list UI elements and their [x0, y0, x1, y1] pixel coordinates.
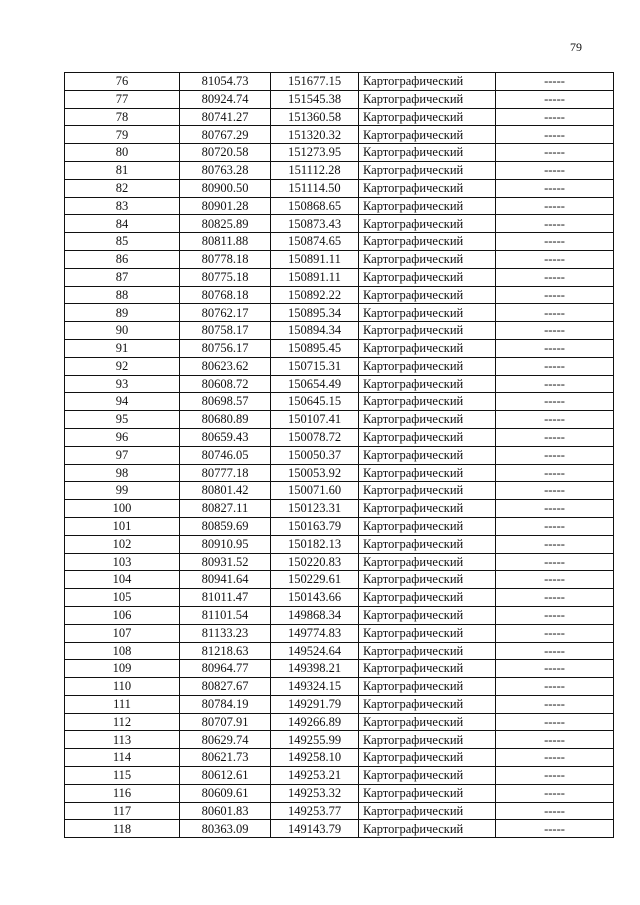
- point-number-cell: 112: [65, 713, 180, 731]
- point-number-cell: 111: [65, 695, 180, 713]
- table-row: [65, 820, 614, 838]
- method-cell: Картографический: [359, 250, 496, 268]
- point-number-cell: 93: [65, 375, 180, 393]
- error-cell: -----: [496, 179, 614, 197]
- x-coordinate-cell: 80758.17: [180, 322, 271, 340]
- y-coordinate-cell: 149524.64: [271, 642, 359, 660]
- x-coordinate-cell: 80910.95: [180, 535, 271, 553]
- method-cell: Картографический: [359, 197, 496, 215]
- method-cell: Картографический: [359, 820, 496, 838]
- method-cell: Картографический: [359, 90, 496, 108]
- x-coordinate-cell: 80601.83: [180, 802, 271, 820]
- error-cell: -----: [496, 446, 614, 464]
- method-cell: Картографический: [359, 589, 496, 607]
- method-cell: Картографический: [359, 126, 496, 144]
- table-row: [65, 802, 614, 820]
- table-row: [65, 126, 614, 144]
- y-coordinate-cell: 150050.37: [271, 446, 359, 464]
- table-row: [65, 624, 614, 642]
- method-cell: Картографический: [359, 731, 496, 749]
- error-cell: -----: [496, 144, 614, 162]
- point-number-cell: 80: [65, 144, 180, 162]
- table-row: [65, 73, 614, 91]
- point-number-cell: 113: [65, 731, 180, 749]
- y-coordinate-cell: 150220.83: [271, 553, 359, 571]
- table-row: [65, 713, 614, 731]
- y-coordinate-cell: 151677.15: [271, 73, 359, 91]
- method-cell: Картографический: [359, 233, 496, 251]
- x-coordinate-cell: 80621.73: [180, 749, 271, 767]
- x-coordinate-cell: 80756.17: [180, 339, 271, 357]
- method-cell: Картографический: [359, 304, 496, 322]
- y-coordinate-cell: 150182.13: [271, 535, 359, 553]
- method-cell: Картографический: [359, 678, 496, 696]
- table-row: [65, 678, 614, 696]
- method-cell: Картографический: [359, 517, 496, 535]
- point-number-cell: 92: [65, 357, 180, 375]
- table-row: [65, 339, 614, 357]
- x-coordinate-cell: 80859.69: [180, 517, 271, 535]
- x-coordinate-cell: 80827.67: [180, 678, 271, 696]
- error-cell: -----: [496, 802, 614, 820]
- y-coordinate-cell: 149266.89: [271, 713, 359, 731]
- table-row: [65, 428, 614, 446]
- method-cell: Картографический: [359, 339, 496, 357]
- method-cell: Картографический: [359, 802, 496, 820]
- x-coordinate-cell: 80763.28: [180, 161, 271, 179]
- y-coordinate-cell: 150891.11: [271, 268, 359, 286]
- method-cell: Картографический: [359, 108, 496, 126]
- table-row: [65, 233, 614, 251]
- point-number-cell: 101: [65, 517, 180, 535]
- x-coordinate-cell: 80778.18: [180, 250, 271, 268]
- error-cell: -----: [496, 197, 614, 215]
- method-cell: Картографический: [359, 322, 496, 340]
- error-cell: -----: [496, 393, 614, 411]
- y-coordinate-cell: 150873.43: [271, 215, 359, 233]
- x-coordinate-cell: 80629.74: [180, 731, 271, 749]
- table-row: [65, 571, 614, 589]
- error-cell: -----: [496, 250, 614, 268]
- y-coordinate-cell: 151112.28: [271, 161, 359, 179]
- point-number-cell: 91: [65, 339, 180, 357]
- table-row: [65, 500, 614, 518]
- point-number-cell: 117: [65, 802, 180, 820]
- point-number-cell: 86: [65, 250, 180, 268]
- x-coordinate-cell: 80659.43: [180, 428, 271, 446]
- page-number: 79: [570, 40, 582, 54]
- method-cell: Картографический: [359, 464, 496, 482]
- error-cell: -----: [496, 90, 614, 108]
- y-coordinate-cell: 150053.92: [271, 464, 359, 482]
- x-coordinate-cell: 80608.72: [180, 375, 271, 393]
- point-number-cell: 106: [65, 606, 180, 624]
- point-number-cell: 107: [65, 624, 180, 642]
- table-row: [65, 642, 614, 660]
- y-coordinate-cell: 149255.99: [271, 731, 359, 749]
- method-cell: Картографический: [359, 784, 496, 802]
- table-row: [65, 268, 614, 286]
- y-coordinate-cell: 151320.32: [271, 126, 359, 144]
- method-cell: Картографический: [359, 571, 496, 589]
- method-cell: Картографический: [359, 660, 496, 678]
- table-row: [65, 286, 614, 304]
- x-coordinate-cell: 81101.54: [180, 606, 271, 624]
- error-cell: -----: [496, 767, 614, 785]
- error-cell: -----: [496, 161, 614, 179]
- x-coordinate-cell: 80741.27: [180, 108, 271, 126]
- method-cell: Картографический: [359, 393, 496, 411]
- table-row: [65, 660, 614, 678]
- point-number-cell: 82: [65, 179, 180, 197]
- method-cell: Картографический: [359, 553, 496, 571]
- error-cell: -----: [496, 517, 614, 535]
- table-row: [65, 749, 614, 767]
- method-cell: Картографический: [359, 767, 496, 785]
- error-cell: -----: [496, 482, 614, 500]
- method-cell: Картографический: [359, 606, 496, 624]
- y-coordinate-cell: 150123.31: [271, 500, 359, 518]
- point-number-cell: 96: [65, 428, 180, 446]
- point-number-cell: 103: [65, 553, 180, 571]
- x-coordinate-cell: 80680.89: [180, 411, 271, 429]
- x-coordinate-cell: 81218.63: [180, 642, 271, 660]
- method-cell: Картографический: [359, 268, 496, 286]
- x-coordinate-cell: 80941.64: [180, 571, 271, 589]
- error-cell: -----: [496, 820, 614, 838]
- table-row: [65, 304, 614, 322]
- y-coordinate-cell: 151360.58: [271, 108, 359, 126]
- method-cell: Картографический: [359, 73, 496, 91]
- error-cell: -----: [496, 464, 614, 482]
- x-coordinate-cell: 80900.50: [180, 179, 271, 197]
- y-coordinate-cell: 149398.21: [271, 660, 359, 678]
- x-coordinate-cell: 80901.28: [180, 197, 271, 215]
- method-cell: Картографический: [359, 695, 496, 713]
- error-cell: -----: [496, 713, 614, 731]
- table-row: [65, 375, 614, 393]
- method-cell: Картографический: [359, 161, 496, 179]
- y-coordinate-cell: 150895.34: [271, 304, 359, 322]
- x-coordinate-cell: 80784.19: [180, 695, 271, 713]
- point-number-cell: 108: [65, 642, 180, 660]
- error-cell: -----: [496, 322, 614, 340]
- y-coordinate-cell: 149774.83: [271, 624, 359, 642]
- table-row: [65, 179, 614, 197]
- point-number-cell: 115: [65, 767, 180, 785]
- y-coordinate-cell: 150654.49: [271, 375, 359, 393]
- y-coordinate-cell: 149253.21: [271, 767, 359, 785]
- error-cell: -----: [496, 375, 614, 393]
- error-cell: -----: [496, 304, 614, 322]
- table-body: [65, 73, 614, 838]
- point-number-cell: 110: [65, 678, 180, 696]
- error-cell: -----: [496, 535, 614, 553]
- x-coordinate-cell: 80707.91: [180, 713, 271, 731]
- point-number-cell: 95: [65, 411, 180, 429]
- table-row: [65, 393, 614, 411]
- x-coordinate-cell: 80698.57: [180, 393, 271, 411]
- x-coordinate-cell: 80825.89: [180, 215, 271, 233]
- point-number-cell: 116: [65, 784, 180, 802]
- table-row: [65, 606, 614, 624]
- method-cell: Картографический: [359, 535, 496, 553]
- table-row: [65, 589, 614, 607]
- x-coordinate-cell: 80775.18: [180, 268, 271, 286]
- y-coordinate-cell: 150892.22: [271, 286, 359, 304]
- error-cell: -----: [496, 339, 614, 357]
- table-row: [65, 731, 614, 749]
- point-number-cell: 114: [65, 749, 180, 767]
- error-cell: -----: [496, 678, 614, 696]
- error-cell: -----: [496, 749, 614, 767]
- error-cell: -----: [496, 233, 614, 251]
- table-row: [65, 322, 614, 340]
- y-coordinate-cell: 150895.45: [271, 339, 359, 357]
- point-number-cell: 94: [65, 393, 180, 411]
- table-row: [65, 767, 614, 785]
- x-coordinate-cell: 81054.73: [180, 73, 271, 91]
- point-number-cell: 77: [65, 90, 180, 108]
- x-coordinate-cell: 80768.18: [180, 286, 271, 304]
- point-number-cell: 88: [65, 286, 180, 304]
- table-row: [65, 464, 614, 482]
- point-number-cell: 84: [65, 215, 180, 233]
- error-cell: -----: [496, 108, 614, 126]
- table-row: [65, 357, 614, 375]
- x-coordinate-cell: 80720.58: [180, 144, 271, 162]
- point-number-cell: 90: [65, 322, 180, 340]
- y-coordinate-cell: 150229.61: [271, 571, 359, 589]
- y-coordinate-cell: 149258.10: [271, 749, 359, 767]
- method-cell: Картографический: [359, 500, 496, 518]
- point-number-cell: 76: [65, 73, 180, 91]
- x-coordinate-cell: 80964.77: [180, 660, 271, 678]
- method-cell: Картографический: [359, 428, 496, 446]
- point-number-cell: 105: [65, 589, 180, 607]
- table-row: [65, 161, 614, 179]
- point-number-cell: 99: [65, 482, 180, 500]
- error-cell: -----: [496, 784, 614, 802]
- coordinates-table: [64, 72, 614, 838]
- table-row: [65, 695, 614, 713]
- table-row: [65, 197, 614, 215]
- point-number-cell: 85: [65, 233, 180, 251]
- y-coordinate-cell: 150163.79: [271, 517, 359, 535]
- x-coordinate-cell: 80623.62: [180, 357, 271, 375]
- table-row: [65, 517, 614, 535]
- error-cell: -----: [496, 411, 614, 429]
- error-cell: -----: [496, 268, 614, 286]
- x-coordinate-cell: 81133.23: [180, 624, 271, 642]
- table-row: [65, 482, 614, 500]
- point-number-cell: 78: [65, 108, 180, 126]
- method-cell: Картографический: [359, 446, 496, 464]
- y-coordinate-cell: 150107.41: [271, 411, 359, 429]
- table-row: [65, 553, 614, 571]
- y-coordinate-cell: 151273.95: [271, 144, 359, 162]
- table-row: [65, 90, 614, 108]
- x-coordinate-cell: 80767.29: [180, 126, 271, 144]
- y-coordinate-cell: 149324.15: [271, 678, 359, 696]
- y-coordinate-cell: 149253.77: [271, 802, 359, 820]
- method-cell: Картографический: [359, 642, 496, 660]
- x-coordinate-cell: 80924.74: [180, 90, 271, 108]
- point-number-cell: 98: [65, 464, 180, 482]
- y-coordinate-cell: 150078.72: [271, 428, 359, 446]
- method-cell: Картографический: [359, 286, 496, 304]
- x-coordinate-cell: 80811.88: [180, 233, 271, 251]
- error-cell: -----: [496, 500, 614, 518]
- point-number-cell: 100: [65, 500, 180, 518]
- method-cell: Картографический: [359, 357, 496, 375]
- y-coordinate-cell: 150891.11: [271, 250, 359, 268]
- error-cell: -----: [496, 606, 614, 624]
- y-coordinate-cell: 150143.66: [271, 589, 359, 607]
- table-row: [65, 784, 614, 802]
- method-cell: Картографический: [359, 411, 496, 429]
- point-number-cell: 79: [65, 126, 180, 144]
- method-cell: Картографический: [359, 482, 496, 500]
- y-coordinate-cell: 151545.38: [271, 90, 359, 108]
- x-coordinate-cell: 80777.18: [180, 464, 271, 482]
- method-cell: Картографический: [359, 215, 496, 233]
- y-coordinate-cell: 150874.65: [271, 233, 359, 251]
- table-row: [65, 535, 614, 553]
- x-coordinate-cell: 80363.09: [180, 820, 271, 838]
- error-cell: -----: [496, 571, 614, 589]
- error-cell: -----: [496, 126, 614, 144]
- error-cell: -----: [496, 660, 614, 678]
- y-coordinate-cell: 150894.34: [271, 322, 359, 340]
- error-cell: -----: [496, 553, 614, 571]
- error-cell: -----: [496, 642, 614, 660]
- method-cell: Картографический: [359, 713, 496, 731]
- y-coordinate-cell: 149253.32: [271, 784, 359, 802]
- x-coordinate-cell: 81011.47: [180, 589, 271, 607]
- y-coordinate-cell: 150645.15: [271, 393, 359, 411]
- x-coordinate-cell: 80827.11: [180, 500, 271, 518]
- error-cell: -----: [496, 215, 614, 233]
- x-coordinate-cell: 80746.05: [180, 446, 271, 464]
- point-number-cell: 89: [65, 304, 180, 322]
- error-cell: -----: [496, 695, 614, 713]
- error-cell: -----: [496, 731, 614, 749]
- error-cell: -----: [496, 73, 614, 91]
- y-coordinate-cell: 149291.79: [271, 695, 359, 713]
- point-number-cell: 118: [65, 820, 180, 838]
- table-row: [65, 108, 614, 126]
- y-coordinate-cell: 151114.50: [271, 179, 359, 197]
- table-row: [65, 446, 614, 464]
- y-coordinate-cell: 149868.34: [271, 606, 359, 624]
- point-number-cell: 81: [65, 161, 180, 179]
- y-coordinate-cell: 150715.31: [271, 357, 359, 375]
- error-cell: -----: [496, 589, 614, 607]
- x-coordinate-cell: 80762.17: [180, 304, 271, 322]
- y-coordinate-cell: 150071.60: [271, 482, 359, 500]
- method-cell: Картографический: [359, 375, 496, 393]
- table-row: [65, 144, 614, 162]
- point-number-cell: 87: [65, 268, 180, 286]
- table-row: [65, 215, 614, 233]
- method-cell: Картографический: [359, 179, 496, 197]
- x-coordinate-cell: 80609.61: [180, 784, 271, 802]
- point-number-cell: 104: [65, 571, 180, 589]
- point-number-cell: 97: [65, 446, 180, 464]
- method-cell: Картографический: [359, 144, 496, 162]
- error-cell: -----: [496, 357, 614, 375]
- method-cell: Картографический: [359, 624, 496, 642]
- y-coordinate-cell: 149143.79: [271, 820, 359, 838]
- error-cell: -----: [496, 624, 614, 642]
- table-row: [65, 250, 614, 268]
- y-coordinate-cell: 150868.65: [271, 197, 359, 215]
- point-number-cell: 83: [65, 197, 180, 215]
- point-number-cell: 102: [65, 535, 180, 553]
- point-number-cell: 109: [65, 660, 180, 678]
- error-cell: -----: [496, 286, 614, 304]
- x-coordinate-cell: 80612.61: [180, 767, 271, 785]
- x-coordinate-cell: 80801.42: [180, 482, 271, 500]
- method-cell: Картографический: [359, 749, 496, 767]
- x-coordinate-cell: 80931.52: [180, 553, 271, 571]
- table-row: [65, 411, 614, 429]
- error-cell: -----: [496, 428, 614, 446]
